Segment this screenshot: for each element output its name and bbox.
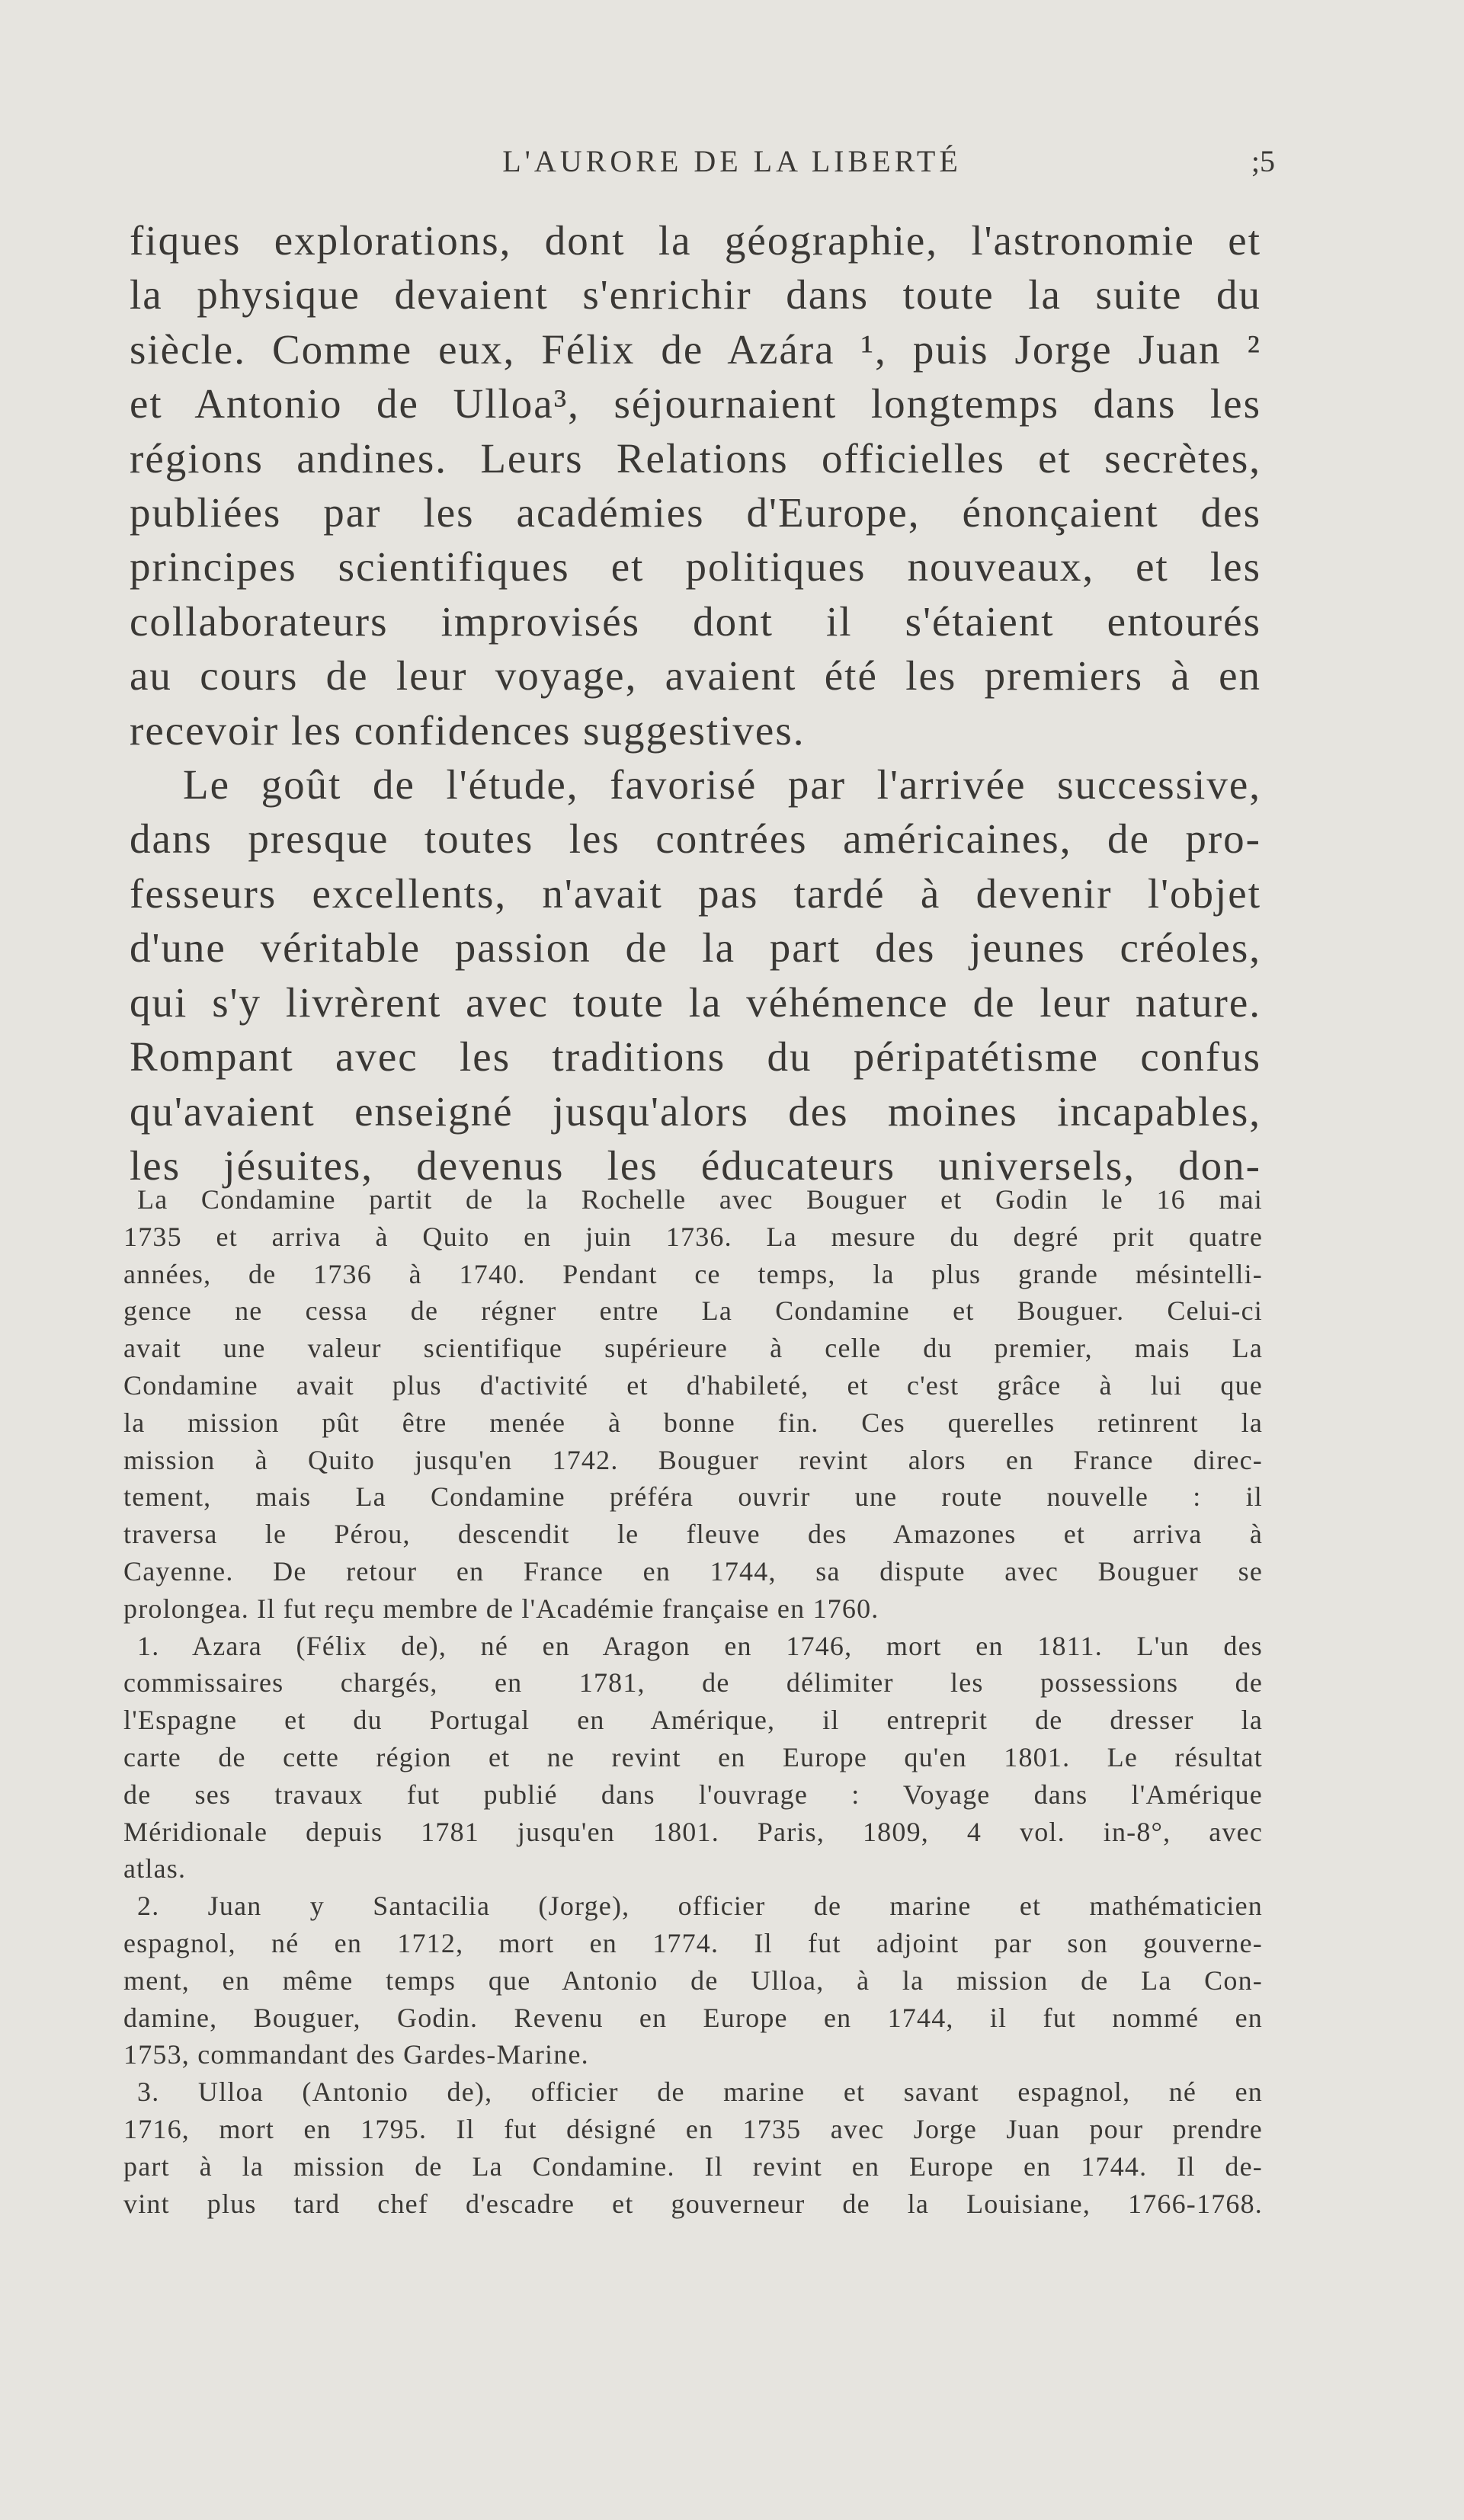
text-line: recevoir les confidences suggestives.: [130, 706, 806, 754]
footnote-line: de ses travaux fut publié dans l'ouvrage : Voyage dans l'Amérique: [123, 1779, 1263, 1810]
text-line: qui s'y livrèrent avec toute la véhémence de leur nature.: [130, 978, 1261, 1026]
footnote-line: Cayenne. De retour en France en 1744, sa dispute avec Bouguer se: [123, 1555, 1263, 1587]
footnote-line: années, de 1736 à 1740. Pendant ce temps, la plus grande mésintelli-: [123, 1258, 1263, 1289]
text-line: fesseurs excellents, n'avait pas tardé à devenir l'objet: [130, 869, 1261, 917]
footnote-line: La Condamine partit de la Rochelle avec Bouguer et Godin le 16 mai: [137, 1184, 1263, 1215]
text-line: Rompant avec les traditions du péripatétisme confus: [130, 1033, 1261, 1081]
text-line: collaborateurs improvisés dont il s'étaient entourés: [130, 597, 1261, 645]
footnote-line: 1735 et arriva à Quito en juin 1736. La mesure du degré prit quatre: [123, 1221, 1263, 1252]
text-line: publiées par les académies d'Europe, énonçaient des: [130, 489, 1261, 536]
footnote-line: prolongea. Il fut reçu membre de l'Académie française en 1760.: [123, 1593, 879, 1624]
text-line: siècle. Comme eux, Félix de Azára ¹, puis Jorge Juan ²: [130, 325, 1261, 373]
footnotes: [123, 1181, 1263, 2222]
footnote-line: 1716, mort en 1795. Il fut désigné en 1735 avec Jorge Juan pour prendre: [123, 2113, 1263, 2144]
footnote-line: espagnol, né en 1712, mort en 1774. Il fut adjoint par son gouverne-: [123, 1927, 1263, 1958]
footnote-line: 1753, commandant des Gardes-Marine.: [123, 2039, 589, 2070]
footnote-line: carte de cette région et ne revint en Europe qu'en 1801. Le résultat: [123, 1741, 1263, 1772]
footnote-line: ment, en même temps que Antonio de Ulloa, à la mission de La Con-: [123, 1964, 1263, 1996]
footnote-line: Méridionale depuis 1781 jusqu'en 1801. Paris, 1809, 4 vol. in-8°, avec: [123, 1816, 1263, 1847]
text-line: fiques explorations, dont la géographie, l'astronomie et: [130, 217, 1261, 264]
footnote-line: 1. Azara (Félix de), né en Aragon en 1746, mort en 1811. L'un des: [137, 1630, 1263, 1661]
text-line: qu'avaient enseigné jusqu'alors des moines incapables,: [130, 1087, 1261, 1135]
footnote-line: l'Espagne et du Portugal en Amérique, il entreprit de dresser la: [123, 1705, 1263, 1736]
text-line: la physique devaient s'enrichir dans toute la suite du: [130, 271, 1261, 319]
footnote-line: mission à Quito jusqu'en 1742. Bouguer revint alors en France direc-: [123, 1444, 1263, 1475]
footnote-line: commissaires chargés, en 1781, de délimiter les possessions de: [123, 1667, 1263, 1699]
text-line: Le goût de l'étude, favorisé par l'arrivée successive,: [183, 761, 1261, 809]
footnote-line: part à la mission de La Condamine. Il revint en Europe en 1744. Il de-: [123, 2150, 1263, 2182]
footnote-line: vint plus tard chef d'escadre et gouverneur de la Louisiane, 1766-1768.: [123, 2188, 1263, 2219]
footnote-line: 2. Juan y Santacilia (Jorge), officier de marine et mathématicien: [137, 1891, 1263, 1922]
footnote-line: Condamine avait plus d'activité et d'habileté, et c'est grâce à lui que: [123, 1369, 1263, 1401]
footnote-line: avait une valeur scientifique supérieure à celle du premier, mais La: [123, 1333, 1263, 1364]
text-line: au cours de leur voyage, avaient été les premiers à en: [130, 652, 1261, 700]
text-line: régions andines. Leurs Relations officielles et secrètes,: [130, 434, 1261, 482]
text-line: principes scientifiques et politiques nouveaux, et les: [130, 543, 1261, 591]
footnote-line: gence ne cessa de régner entre La Condamine et Bouguer. Celui-ci: [123, 1295, 1263, 1327]
footnote-line: 3. Ulloa (Antonio de), officier de marine et savant espagnol, né en: [137, 2077, 1263, 2108]
text-line: et Antonio de Ulloa³, séjournaient longtemps dans les: [130, 380, 1261, 427]
footnote-line: damine, Bouguer, Godin. Revenu en Europe en 1744, il fut nommé en: [123, 2002, 1263, 2033]
footnote-line: atlas.: [123, 1853, 187, 1884]
main-text: [130, 213, 1261, 1193]
footnote-line: traversa le Pérou, descendit le fleuve des Amazones et arriva à: [123, 1519, 1263, 1550]
page-number: ;5: [1251, 144, 1275, 178]
footnote-line: tement, mais La Condamine préféra ouvrir une route nouvelle : il: [123, 1481, 1263, 1513]
running-title: L'AURORE DE LA LIBERTÉ: [502, 144, 962, 178]
text-line: les jésuites, devenus les éducateurs universels, don-: [130, 1142, 1261, 1189]
text-line: dans presque toutes les contrées américaines, de pro-: [130, 815, 1261, 863]
footnote-line: la mission pût être menée à bonne fin. Ces querelles retinrent la: [123, 1407, 1263, 1438]
text-line: d'une véritable passion de la part des jeunes créoles,: [130, 924, 1261, 972]
